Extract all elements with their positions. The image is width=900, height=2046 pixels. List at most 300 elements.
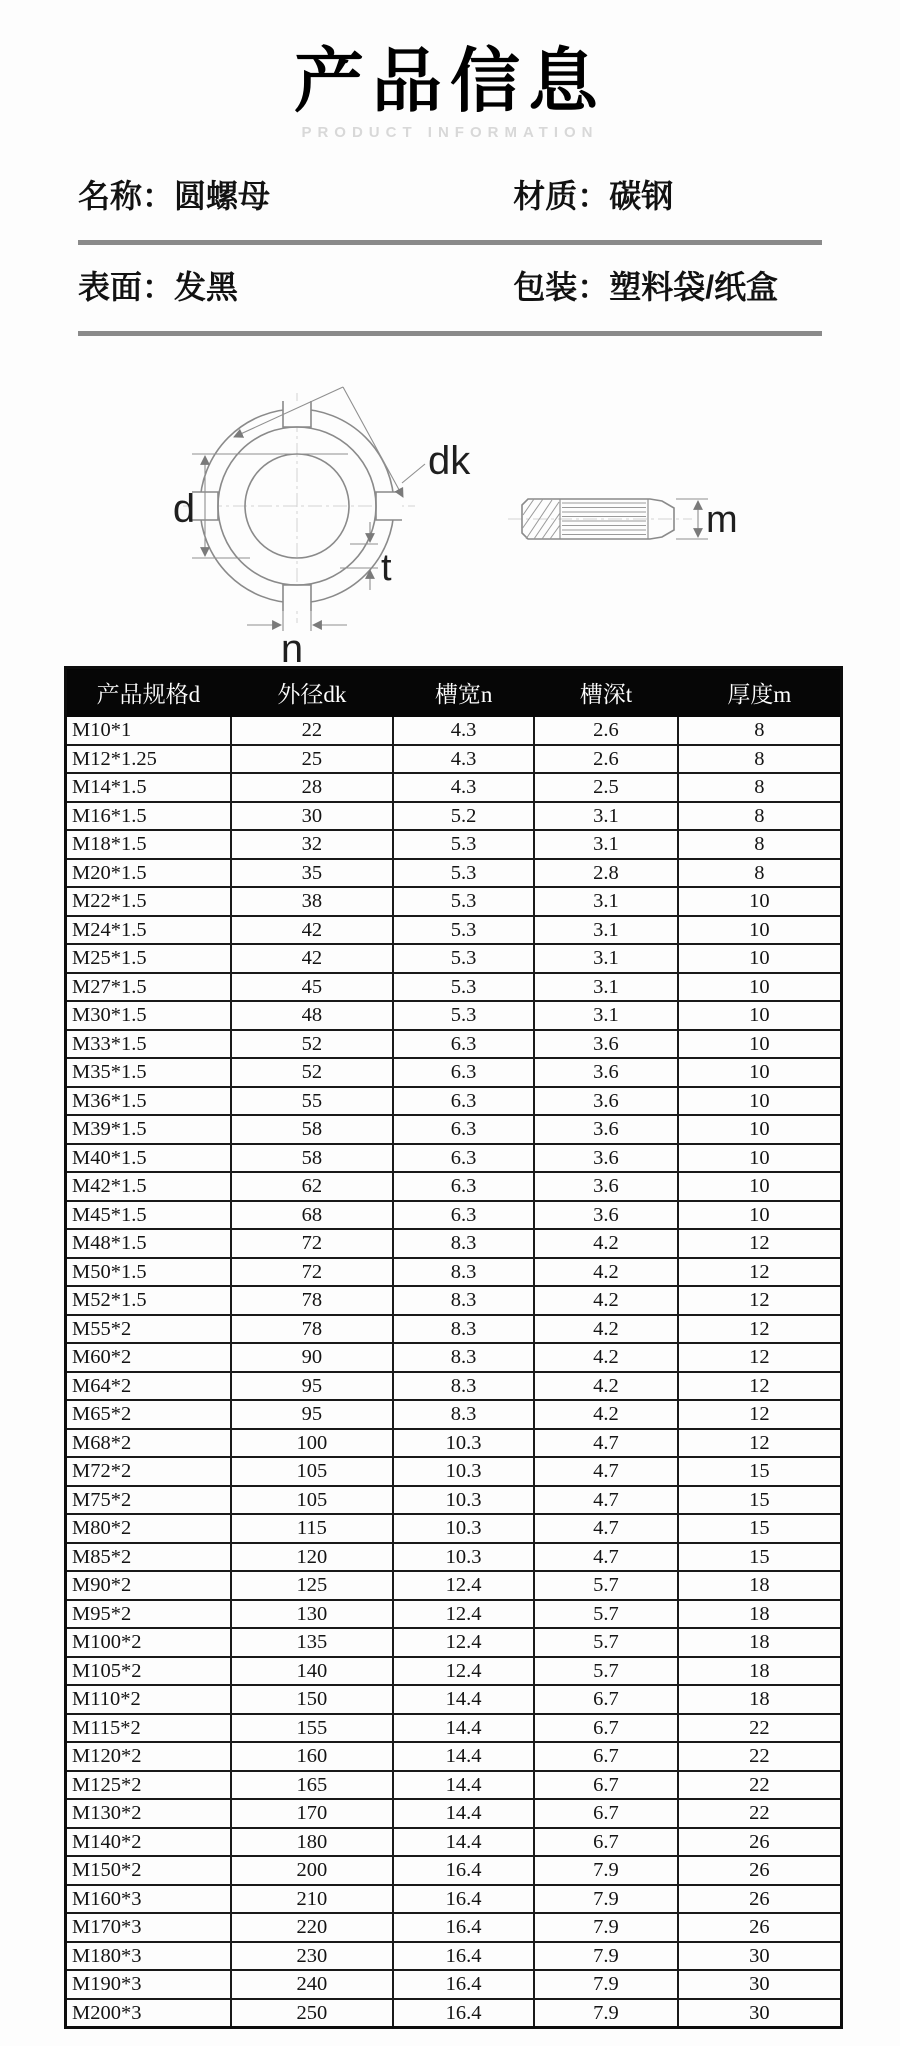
- outer-dia-cell: 240: [231, 1970, 393, 1999]
- outer-dia-cell: 42: [231, 944, 393, 973]
- dim-label-d: d: [172, 487, 196, 531]
- slot-width-cell: 8.3: [393, 1286, 534, 1315]
- thickness-cell: 12: [678, 1315, 842, 1344]
- spec-table: [64, 666, 843, 2029]
- slot-depth-cell: 2.6: [534, 745, 678, 774]
- table-body: [66, 716, 842, 2028]
- slot-width-cell: 10.3: [393, 1514, 534, 1543]
- column-header-slot-width: 槽宽n: [393, 668, 534, 717]
- slot-width-cell: 5.3: [393, 973, 534, 1002]
- spec-cell: M25*1.5: [66, 944, 231, 973]
- outer-dia-cell: 35: [231, 859, 393, 888]
- spec-cell: M14*1.5: [66, 773, 231, 802]
- slot-width-cell: 6.3: [393, 1058, 534, 1087]
- thickness-cell: 10: [678, 973, 842, 1002]
- spec-cell: M33*1.5: [66, 1030, 231, 1059]
- slot-width-cell: 5.3: [393, 859, 534, 888]
- slot-depth-cell: 4.2: [534, 1286, 678, 1315]
- spec-cell: M200*3: [66, 1999, 231, 2028]
- spec-cell: M72*2: [66, 1457, 231, 1486]
- dim-label-m: m: [706, 499, 738, 541]
- slot-depth-cell: 3.6: [534, 1201, 678, 1230]
- spec-cell: M42*1.5: [66, 1172, 231, 1201]
- outer-dia-cell: 25: [231, 745, 393, 774]
- slot-width-cell: 10.3: [393, 1543, 534, 1572]
- slot-depth-cell: 4.2: [534, 1258, 678, 1287]
- slot-width-cell: 8.3: [393, 1343, 534, 1372]
- outer-dia-cell: 160: [231, 1742, 393, 1771]
- thickness-cell: 12: [678, 1429, 842, 1458]
- table-row: [66, 1514, 842, 1543]
- thickness-cell: 12: [678, 1372, 842, 1401]
- slot-depth-cell: 3.1: [534, 944, 678, 973]
- outer-dia-cell: 200: [231, 1856, 393, 1885]
- table-row: [66, 1714, 842, 1743]
- slot-width-cell: 16.4: [393, 1942, 534, 1971]
- thickness-cell: 10: [678, 916, 842, 945]
- table-row: [66, 1600, 842, 1629]
- slot-depth-cell: 4.7: [534, 1543, 678, 1572]
- table-row: [66, 887, 842, 916]
- table-row: [66, 1628, 842, 1657]
- slot-depth-cell: 5.7: [534, 1600, 678, 1629]
- table-row: [66, 1058, 842, 1087]
- spec-cell: M45*1.5: [66, 1201, 231, 1230]
- thickness-cell: 15: [678, 1457, 842, 1486]
- slot-width-cell: 14.4: [393, 1828, 534, 1857]
- slot-width-cell: 6.3: [393, 1115, 534, 1144]
- thickness-cell: 15: [678, 1543, 842, 1572]
- thickness-cell: 18: [678, 1628, 842, 1657]
- slot-width-cell: 8.3: [393, 1258, 534, 1287]
- thickness-cell: 30: [678, 1942, 842, 1971]
- slot-depth-cell: 5.7: [534, 1628, 678, 1657]
- spec-cell: M65*2: [66, 1400, 231, 1429]
- slot-width-cell: 14.4: [393, 1799, 534, 1828]
- outer-dia-cell: 45: [231, 973, 393, 1002]
- slot-depth-cell: 7.9: [534, 1999, 678, 2028]
- outer-dia-cell: 155: [231, 1714, 393, 1743]
- table-row: [66, 1343, 842, 1372]
- info-value: 碳钢: [609, 178, 674, 214]
- thickness-cell: 22: [678, 1799, 842, 1828]
- slot-depth-cell: 4.7: [534, 1429, 678, 1458]
- spec-cell: M55*2: [66, 1315, 231, 1344]
- slot-width-cell: 6.3: [393, 1201, 534, 1230]
- slot-depth-cell: 4.7: [534, 1457, 678, 1486]
- slot-width-cell: 8.3: [393, 1372, 534, 1401]
- outer-dia-cell: 52: [231, 1058, 393, 1087]
- page-subtitle: PRODUCT INFORMATION: [301, 124, 599, 141]
- slot-depth-cell: 5.7: [534, 1657, 678, 1686]
- info-value: 圆螺母: [174, 178, 271, 214]
- outer-dia-cell: 95: [231, 1372, 393, 1401]
- slot-depth-cell: 7.9: [534, 1885, 678, 1914]
- info-label: 材质：: [513, 178, 610, 214]
- slot-width-cell: 16.4: [393, 1885, 534, 1914]
- outer-dia-cell: 230: [231, 1942, 393, 1971]
- outer-dia-cell: 62: [231, 1172, 393, 1201]
- slot-depth-cell: 4.2: [534, 1315, 678, 1344]
- thickness-cell: 26: [678, 1856, 842, 1885]
- outer-dia-cell: 140: [231, 1657, 393, 1686]
- slot-width-cell: 14.4: [393, 1714, 534, 1743]
- table-row: [66, 1742, 842, 1771]
- info-label: 包装：: [513, 269, 610, 305]
- spec-cell: M16*1.5: [66, 802, 231, 831]
- outer-dia-cell: 72: [231, 1258, 393, 1287]
- spec-cell: M100*2: [66, 1628, 231, 1657]
- outer-dia-cell: 115: [231, 1514, 393, 1543]
- table-row: [66, 1229, 842, 1258]
- thickness-cell: 30: [678, 1999, 842, 2028]
- outer-dia-cell: 165: [231, 1771, 393, 1800]
- spec-cell: M130*2: [66, 1799, 231, 1828]
- dim-label-t: t: [381, 547, 392, 589]
- outer-dia-cell: 125: [231, 1571, 393, 1600]
- outer-dia-cell: 22: [231, 716, 393, 745]
- info-field-material: [513, 176, 822, 216]
- thickness-cell: 12: [678, 1400, 842, 1429]
- slot-width-cell: 12.4: [393, 1628, 534, 1657]
- slot-width-cell: 16.4: [393, 1856, 534, 1885]
- outer-dia-cell: 120: [231, 1543, 393, 1572]
- thickness-cell: 22: [678, 1742, 842, 1771]
- outer-dia-cell: 48: [231, 1001, 393, 1030]
- table-row: [66, 1457, 842, 1486]
- spec-cell: M180*3: [66, 1942, 231, 1971]
- slot-width-cell: 14.4: [393, 1742, 534, 1771]
- spec-cell: M10*1: [66, 716, 231, 745]
- outer-dia-cell: 95: [231, 1400, 393, 1429]
- outer-dia-cell: 58: [231, 1144, 393, 1173]
- table-row: [66, 1286, 842, 1315]
- slot-depth-cell: 3.1: [534, 973, 678, 1002]
- outer-dia-cell: 42: [231, 916, 393, 945]
- spec-cell: M140*2: [66, 1828, 231, 1857]
- spec-cell: M40*1.5: [66, 1144, 231, 1173]
- table-row: [66, 1828, 842, 1857]
- spec-cell: M18*1.5: [66, 830, 231, 859]
- column-header-thickness: 厚度m: [678, 668, 842, 717]
- outer-dia-cell: 100: [231, 1429, 393, 1458]
- slot-width-cell: 5.3: [393, 944, 534, 973]
- thickness-cell: 8: [678, 830, 842, 859]
- slot-width-cell: 4.3: [393, 745, 534, 774]
- thickness-cell: 10: [678, 1144, 842, 1173]
- slot-width-cell: 5.3: [393, 887, 534, 916]
- table-row: [66, 1942, 842, 1971]
- table-row: [66, 1486, 842, 1515]
- spec-cell: M170*3: [66, 1913, 231, 1942]
- thickness-cell: 8: [678, 716, 842, 745]
- slot-depth-cell: 2.5: [534, 773, 678, 802]
- spec-table-header: [66, 668, 842, 717]
- table-row: [66, 830, 842, 859]
- thickness-cell: 15: [678, 1486, 842, 1515]
- slot-depth-cell: 4.7: [534, 1514, 678, 1543]
- table-row: [66, 1258, 842, 1287]
- spec-cell: M120*2: [66, 1742, 231, 1771]
- slot-depth-cell: 4.2: [534, 1229, 678, 1258]
- spec-cell: M90*2: [66, 1571, 231, 1600]
- slot-width-cell: 8.3: [393, 1400, 534, 1429]
- info-field-surface: [78, 267, 513, 307]
- spec-cell: M95*2: [66, 1600, 231, 1629]
- slot-width-cell: 5.3: [393, 916, 534, 945]
- product-attributes: [78, 170, 822, 336]
- spec-cell: M35*1.5: [66, 1058, 231, 1087]
- slot-width-cell: 16.4: [393, 1999, 534, 2028]
- slot-depth-cell: 2.8: [534, 859, 678, 888]
- slot-depth-cell: 3.1: [534, 1001, 678, 1030]
- slot-width-cell: 8.3: [393, 1229, 534, 1258]
- thickness-cell: 10: [678, 1201, 842, 1230]
- outer-dia-cell: 250: [231, 1999, 393, 2028]
- thickness-cell: 18: [678, 1657, 842, 1686]
- outer-dia-cell: 170: [231, 1799, 393, 1828]
- table-row: [66, 802, 842, 831]
- spec-cell: M24*1.5: [66, 916, 231, 945]
- table-row: [66, 1315, 842, 1344]
- slot-depth-cell: 6.7: [534, 1828, 678, 1857]
- info-value: 塑料袋/纸盒: [609, 269, 779, 305]
- slot-depth-cell: 5.7: [534, 1571, 678, 1600]
- spec-cell: M64*2: [66, 1372, 231, 1401]
- table-row: [66, 1087, 842, 1116]
- slot-depth-cell: 6.7: [534, 1714, 678, 1743]
- slot-depth-cell: 4.2: [534, 1343, 678, 1372]
- outer-dia-cell: 72: [231, 1229, 393, 1258]
- table-row: [66, 1913, 842, 1942]
- thickness-cell: 12: [678, 1286, 842, 1315]
- slot-width-cell: 5.2: [393, 802, 534, 831]
- thickness-cell: 15: [678, 1514, 842, 1543]
- spec-cell: M190*3: [66, 1970, 231, 1999]
- info-field-packaging: [513, 267, 822, 307]
- spec-cell: M150*2: [66, 1856, 231, 1885]
- slot-width-cell: 4.3: [393, 773, 534, 802]
- thickness-cell: 12: [678, 1229, 842, 1258]
- outer-dia-cell: 78: [231, 1286, 393, 1315]
- outer-dia-cell: 68: [231, 1201, 393, 1230]
- info-value: 发黑: [174, 269, 239, 305]
- slot-width-cell: 14.4: [393, 1771, 534, 1800]
- thickness-cell: 26: [678, 1828, 842, 1857]
- slot-depth-cell: 2.6: [534, 716, 678, 745]
- thickness-cell: 12: [678, 1343, 842, 1372]
- thickness-cell: 8: [678, 773, 842, 802]
- dim-label-n: n: [280, 627, 304, 666]
- table-row: [66, 973, 842, 1002]
- slot-depth-cell: 3.6: [534, 1115, 678, 1144]
- spec-cell: M36*1.5: [66, 1087, 231, 1116]
- thickness-cell: 10: [678, 1058, 842, 1087]
- column-header-outer-dia: 外径dk: [231, 668, 393, 717]
- spec-cell: M27*1.5: [66, 973, 231, 1002]
- slot-depth-cell: 7.9: [534, 1970, 678, 1999]
- slot-width-cell: 14.4: [393, 1685, 534, 1714]
- slot-width-cell: 16.4: [393, 1913, 534, 1942]
- slot-width-cell: 10.3: [393, 1486, 534, 1515]
- spec-cell: M80*2: [66, 1514, 231, 1543]
- slot-width-cell: 6.3: [393, 1172, 534, 1201]
- thickness-cell: 10: [678, 1001, 842, 1030]
- slot-depth-cell: 7.9: [534, 1913, 678, 1942]
- table-row: [66, 1030, 842, 1059]
- table-row: [66, 1856, 842, 1885]
- slot-width-cell: 16.4: [393, 1970, 534, 1999]
- table-row: [66, 1115, 842, 1144]
- spec-cell: M20*1.5: [66, 859, 231, 888]
- spec-cell: M39*1.5: [66, 1115, 231, 1144]
- table-row: [66, 773, 842, 802]
- thickness-cell: 18: [678, 1600, 842, 1629]
- slot-depth-cell: 6.7: [534, 1742, 678, 1771]
- column-header-spec: 产品规格d: [66, 668, 231, 717]
- nut-technical-drawing: [0, 336, 900, 666]
- info-label: 名称：: [78, 178, 175, 214]
- outer-dia-cell: 105: [231, 1486, 393, 1515]
- thickness-cell: 8: [678, 802, 842, 831]
- slot-depth-cell: 4.2: [534, 1400, 678, 1429]
- spec-cell: M60*2: [66, 1343, 231, 1372]
- slot-width-cell: 12.4: [393, 1600, 534, 1629]
- table-row: [66, 1172, 842, 1201]
- slot-depth-cell: 7.9: [534, 1942, 678, 1971]
- thickness-cell: 30: [678, 1970, 842, 1999]
- slot-depth-cell: 3.6: [534, 1030, 678, 1059]
- table-row: [66, 1685, 842, 1714]
- slot-depth-cell: 4.7: [534, 1486, 678, 1515]
- spec-cell: M52*1.5: [66, 1286, 231, 1315]
- dim-label-dk: dk: [428, 439, 471, 483]
- slot-depth-cell: 6.7: [534, 1685, 678, 1714]
- thickness-cell: 10: [678, 887, 842, 916]
- outer-dia-cell: 135: [231, 1628, 393, 1657]
- slot-width-cell: 5.3: [393, 1001, 534, 1030]
- thickness-cell: 18: [678, 1685, 842, 1714]
- spec-cell: M125*2: [66, 1771, 231, 1800]
- thickness-cell: 10: [678, 1030, 842, 1059]
- slot-depth-cell: 3.1: [534, 916, 678, 945]
- table-row: [66, 1543, 842, 1572]
- table-row: [66, 745, 842, 774]
- slot-width-cell: 12.4: [393, 1657, 534, 1686]
- spec-cell: M22*1.5: [66, 887, 231, 916]
- outer-dia-cell: 32: [231, 830, 393, 859]
- table-row: [66, 1201, 842, 1230]
- outer-dia-cell: 28: [231, 773, 393, 802]
- info-field-name: [78, 176, 513, 216]
- thickness-cell: 10: [678, 1115, 842, 1144]
- table-row: [66, 916, 842, 945]
- slot-width-cell: 6.3: [393, 1144, 534, 1173]
- table-row: [66, 1144, 842, 1173]
- outer-dia-cell: 130: [231, 1600, 393, 1629]
- thickness-cell: 26: [678, 1885, 842, 1914]
- outer-dia-cell: 150: [231, 1685, 393, 1714]
- outer-dia-cell: 90: [231, 1343, 393, 1372]
- spec-cell: M12*1.25: [66, 745, 231, 774]
- slot-depth-cell: 6.7: [534, 1771, 678, 1800]
- thickness-cell: 22: [678, 1771, 842, 1800]
- spec-cell: M105*2: [66, 1657, 231, 1686]
- table-row: [66, 1771, 842, 1800]
- slot-depth-cell: 3.6: [534, 1172, 678, 1201]
- table-row: [66, 1571, 842, 1600]
- info-label: 表面：: [78, 269, 175, 305]
- spec-cell: M115*2: [66, 1714, 231, 1743]
- thickness-cell: 18: [678, 1571, 842, 1600]
- outer-dia-cell: 78: [231, 1315, 393, 1344]
- slot-width-cell: 10.3: [393, 1457, 534, 1486]
- table-row: [66, 944, 842, 973]
- thickness-cell: 10: [678, 1087, 842, 1116]
- spec-cell: M48*1.5: [66, 1229, 231, 1258]
- slot-width-cell: 8.3: [393, 1315, 534, 1344]
- spec-cell: M110*2: [66, 1685, 231, 1714]
- slot-depth-cell: 3.6: [534, 1087, 678, 1116]
- slot-depth-cell: 4.2: [534, 1372, 678, 1401]
- table-row: [66, 1970, 842, 1999]
- thickness-cell: 8: [678, 745, 842, 774]
- slot-depth-cell: 3.1: [534, 830, 678, 859]
- table-row: [66, 859, 842, 888]
- table-row: [66, 1372, 842, 1401]
- column-header-slot-depth: 槽深t: [534, 668, 678, 717]
- page-title: 产品信息: [294, 42, 606, 120]
- table-row: [66, 1657, 842, 1686]
- table-row: [66, 1799, 842, 1828]
- outer-dia-cell: 220: [231, 1913, 393, 1942]
- slot-depth-cell: 3.6: [534, 1058, 678, 1087]
- outer-dia-cell: 52: [231, 1030, 393, 1059]
- outer-dia-cell: 30: [231, 802, 393, 831]
- thickness-cell: 8: [678, 859, 842, 888]
- spec-cell: M30*1.5: [66, 1001, 231, 1030]
- spec-cell: M85*2: [66, 1543, 231, 1572]
- thickness-cell: 10: [678, 944, 842, 973]
- slot-width-cell: 4.3: [393, 716, 534, 745]
- table-row: [66, 1001, 842, 1030]
- table-row: [66, 1429, 842, 1458]
- spec-cell: M75*2: [66, 1486, 231, 1515]
- slot-width-cell: 10.3: [393, 1429, 534, 1458]
- spec-cell: M160*3: [66, 1885, 231, 1914]
- slot-width-cell: 12.4: [393, 1571, 534, 1600]
- slot-depth-cell: 3.1: [534, 887, 678, 916]
- slot-depth-cell: 3.1: [534, 802, 678, 831]
- outer-dia-cell: 38: [231, 887, 393, 916]
- outer-dia-cell: 58: [231, 1115, 393, 1144]
- outer-dia-cell: 210: [231, 1885, 393, 1914]
- slot-width-cell: 5.3: [393, 830, 534, 859]
- spec-cell: M68*2: [66, 1429, 231, 1458]
- slot-depth-cell: 7.9: [534, 1856, 678, 1885]
- slot-depth-cell: 6.7: [534, 1799, 678, 1828]
- dimension-dk: [234, 387, 425, 497]
- table-row: [66, 1999, 842, 2028]
- slot-width-cell: 6.3: [393, 1087, 534, 1116]
- table-row: [66, 1885, 842, 1914]
- outer-dia-cell: 105: [231, 1457, 393, 1486]
- table-row: [66, 716, 842, 745]
- thickness-cell: 22: [678, 1714, 842, 1743]
- thickness-cell: 12: [678, 1258, 842, 1287]
- thickness-cell: 26: [678, 1913, 842, 1942]
- slot-width-cell: 6.3: [393, 1030, 534, 1059]
